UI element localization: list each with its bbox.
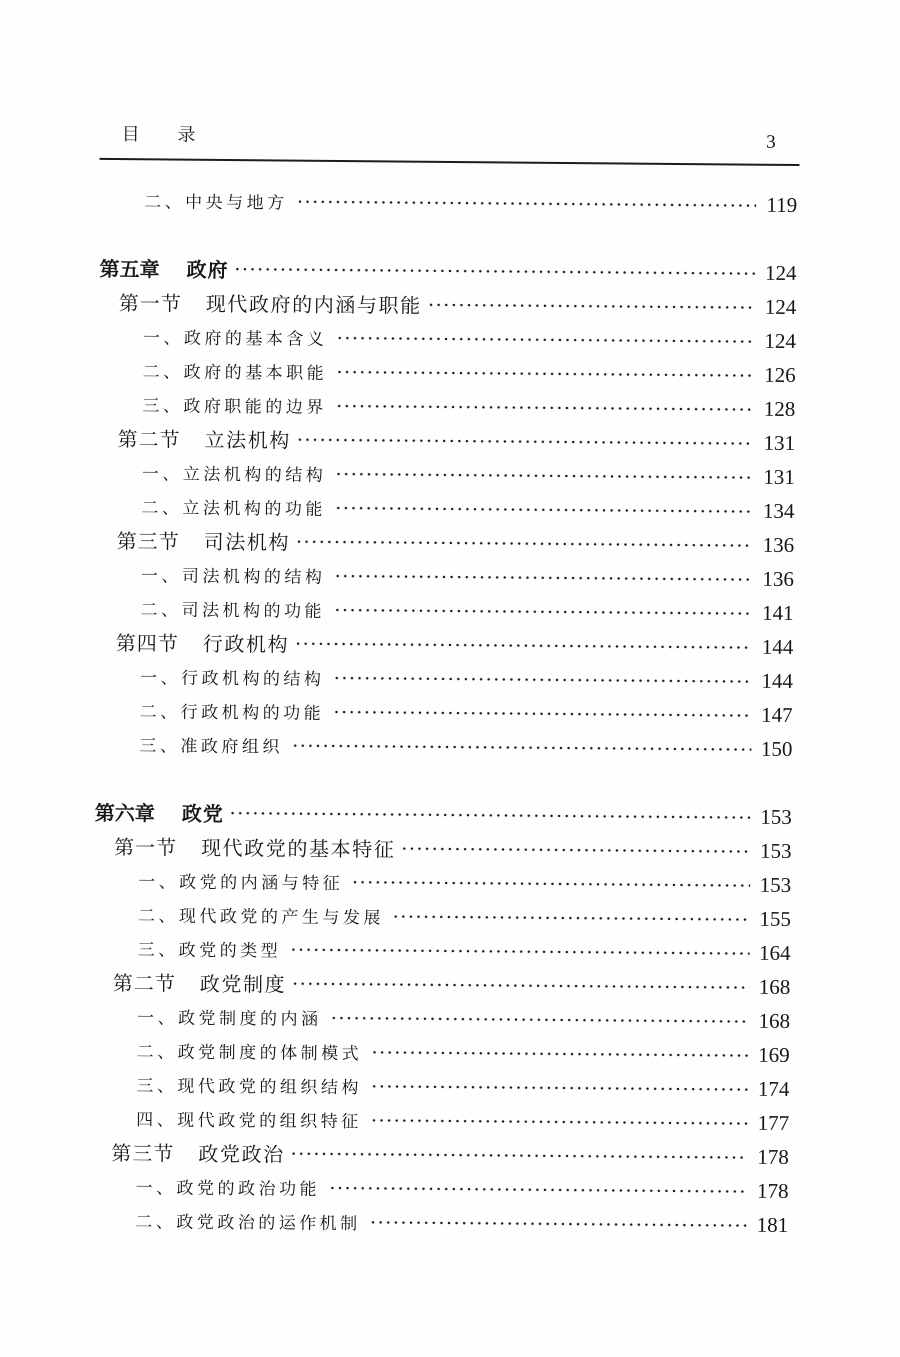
section-number: 第二节	[117, 426, 181, 452]
page-number: 124	[764, 294, 797, 320]
dot-leader	[333, 558, 752, 596]
item-label: 一、政党制度的内涵	[136, 1007, 322, 1030]
dot-leader	[334, 490, 753, 528]
page-number: 134	[762, 498, 795, 523]
dot-leader	[233, 251, 755, 290]
item-label: 四、现代政党的组织特征	[136, 1109, 362, 1132]
chapter-title: 政党	[181, 801, 224, 826]
item-label: 三、准政府组织	[139, 735, 283, 758]
section-number: 第四节	[115, 630, 179, 656]
dot-leader	[332, 694, 751, 732]
dot-leader	[351, 864, 750, 901]
dot-leader	[296, 184, 757, 222]
item-label: 二、中央与地方	[144, 191, 288, 214]
page-number: 150	[760, 736, 793, 761]
toc-continued-items	[100, 182, 797, 222]
toc-item-row	[100, 182, 797, 222]
dot-leader	[290, 1136, 748, 1174]
page-number: 153	[759, 872, 792, 897]
item-label: 一、立法机构的结构	[141, 463, 327, 486]
page-number: 181	[756, 1212, 789, 1237]
page-content	[75, 107, 815, 1253]
dot-leader	[294, 626, 752, 664]
section-title: 政党制度	[199, 971, 287, 997]
section-title: 现代政党的基本特征	[200, 835, 396, 862]
page-number: 128	[763, 396, 796, 422]
page-number: 178	[756, 1178, 789, 1203]
page-number: 178	[757, 1144, 789, 1169]
dot-leader	[332, 660, 751, 698]
section-title: 行政机构	[202, 631, 290, 657]
dot-leader	[291, 966, 749, 1004]
page-number: 136	[762, 566, 794, 591]
dot-leader	[400, 831, 750, 868]
page-number: 177	[757, 1110, 790, 1135]
page-number: 144	[761, 668, 794, 693]
page-number: 124	[764, 260, 797, 286]
page-number: 169	[758, 1042, 790, 1067]
dot-leader	[328, 1170, 747, 1208]
item-label: 二、行政机构的功能	[139, 701, 325, 724]
item-label: 一、政党的内涵与特征	[138, 871, 344, 894]
chapter-title: 政府	[186, 257, 229, 282]
page-number: 124	[764, 328, 797, 354]
section-number: 第一节	[118, 290, 182, 316]
section-number: 第二节	[112, 970, 176, 996]
dot-leader	[370, 1068, 748, 1105]
item-label: 二、政党制度的体制模式	[136, 1041, 363, 1064]
dot-leader	[427, 287, 755, 324]
section-title: 立法机构	[204, 427, 292, 453]
dot-leader	[335, 320, 754, 358]
item-label: 二、司法机构的功能	[140, 599, 326, 622]
item-label: 二、立法机构的功能	[141, 497, 327, 520]
toc-item-row	[91, 1202, 788, 1242]
toc-chapter-group	[95, 250, 796, 766]
page-number: 164	[759, 940, 791, 965]
dot-leader	[335, 388, 754, 426]
dot-leader	[334, 456, 753, 494]
page-number: 131	[763, 464, 795, 490]
toc-item-row	[95, 726, 792, 766]
dot-leader	[370, 1034, 748, 1071]
page-number: 153	[759, 838, 792, 863]
page-number: 147	[761, 702, 793, 727]
page-number: 153	[760, 804, 792, 829]
item-label: 二、政府的基本职能	[142, 361, 328, 384]
item-label: 一、司法机构的结构	[140, 565, 326, 588]
section-number: 第三节	[111, 1140, 175, 1166]
section-number: 第三节	[116, 528, 180, 554]
page-number: 155	[759, 906, 792, 931]
page-number: 141	[761, 600, 794, 625]
toc-chapter-group	[91, 794, 792, 1242]
dot-leader	[295, 524, 753, 562]
page-number: 144	[761, 634, 794, 659]
chapter-number: 第五章	[99, 256, 160, 281]
header-rule	[100, 158, 800, 166]
dot-leader	[335, 354, 754, 392]
table-of-contents	[91, 182, 797, 1242]
dot-leader	[329, 1000, 748, 1038]
page-number: 126	[764, 362, 796, 388]
item-label: 三、政府职能的边界	[142, 395, 327, 418]
section-title: 政党政治	[198, 1141, 285, 1167]
dot-leader	[392, 899, 750, 936]
header-title: 目 录	[121, 124, 212, 146]
chapter-number: 第六章	[94, 800, 155, 825]
item-label: 一、政党的政治功能	[135, 1177, 321, 1200]
item-label: 二、政党政治的运作机制	[135, 1211, 361, 1234]
dot-leader	[369, 1204, 747, 1241]
dot-leader	[296, 422, 754, 460]
item-label: 三、政党的类型	[137, 939, 282, 962]
page-number: 131	[763, 430, 796, 456]
dot-leader	[229, 795, 751, 834]
dot-leader	[369, 1102, 747, 1139]
page-number: 174	[757, 1076, 790, 1101]
dot-leader	[333, 592, 752, 630]
section-title: 现代政府的内涵与职能	[205, 291, 422, 318]
header-page-number: 3	[766, 131, 776, 153]
item-label: 一、政府的基本含义	[142, 327, 328, 350]
page-number: 119	[766, 192, 798, 218]
item-label: 三、现代政党的组织结构	[136, 1075, 363, 1098]
page-number: 136	[762, 532, 795, 557]
section-number: 第一节	[113, 834, 178, 860]
dot-leader	[289, 932, 749, 970]
dot-leader	[291, 728, 751, 766]
page-number: 168	[758, 1008, 791, 1033]
item-label: 二、现代政党的产生与发展	[137, 905, 384, 928]
item-label: 一、行政机构的结构	[139, 667, 325, 690]
section-title: 司法机构	[203, 529, 291, 555]
page-number: 168	[758, 974, 791, 999]
running-header	[85, 107, 815, 153]
